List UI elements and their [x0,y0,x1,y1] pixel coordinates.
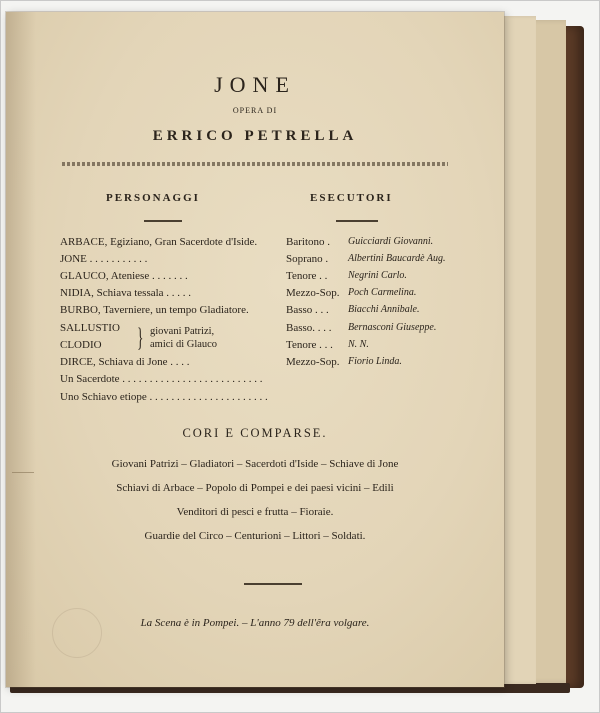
brace-symbol: } [137,323,144,352]
character-name: BURBO, Taverniere, un tempo Gladiatore. [60,304,249,316]
voice-type: Baritono . [286,236,330,248]
cast-row [60,287,470,303]
performer-name: Fiorio Linda. [348,356,402,367]
voice-type: Soprano . [286,253,329,265]
cori-line: Schiavi di Arbace – Popolo di Pompei e dei paesi vicini – Edili [116,482,394,494]
cast-row [60,339,470,355]
character-name: ARBACE, Egiziano, Gran Sacerdote d'Iside. [60,236,258,248]
cast-row [60,236,470,252]
voice-type: Basso . . . [286,304,329,316]
page-gutter-shadow [6,12,36,687]
character-name: SALLUSTIO [60,322,120,334]
brace-note-line: amici di Glauco [150,339,218,350]
performer-name: Guicciardi Giovanni. [348,236,434,247]
cast-row [60,391,470,407]
character-name: GLAUCO, Ateniese . . . . . . . [60,270,188,282]
cori-line: Guardie del Circo – Centurioni – Littori – Soldati. [144,530,366,542]
cast-row [60,253,470,269]
character-name: JONE . . . . . . . . . . . [60,253,148,265]
character-name: Uno Schiavo etiope . . . . . . . . . . . . . . . . . . . . . . [60,391,268,403]
cori-title: CORI E COMPARSE. [182,426,328,440]
scene-note: La Scena è in Pompei. – L'anno 79 dell'êra volgare. [140,617,370,629]
esecutori-rule [336,220,378,222]
cast-row [60,373,470,389]
composer-name: ERRICO PETRELLA [152,128,358,144]
cast-row [60,356,470,372]
book-page [6,12,504,687]
character-name: CLODIO [60,339,102,351]
esecutori-header: ESECUTORI [310,192,393,204]
cast-row [60,322,470,338]
cori-line: Giovani Patrizi – Gladiatori – Sacerdoti d'Iside – Schiave di Jone [111,458,399,470]
character-name: NIDIA, Schiava tessala . . . . . [60,287,192,299]
personaggi-header: PERSONAGGI [106,192,200,204]
performer-name: N. N. [348,339,369,350]
character-name: DIRCE, Schiava di Jone . . . . [60,356,190,368]
voice-type: Tenore . . . [286,339,333,351]
decorative-rule [62,162,448,166]
cast-row [60,270,470,286]
voice-type: Tenore . . [286,270,328,282]
cast-row [60,304,470,320]
performer-name: Negrini Carlo. [348,270,407,281]
opera-title: JONE [214,72,296,97]
library-stamp [52,608,102,658]
performer-name: Bernasconi Giuseppe. [348,322,437,333]
performer-name: Poch Carmelina. [348,287,417,298]
performer-name: Biacchi Annibale. [348,304,420,315]
character-name: Un Sacerdote . . . . . . . . . . . . . . . . . . . . . . . . . . [60,373,263,385]
cori-line: Venditori di pesci e frutta – Fioraie. [176,506,334,518]
brace-note-line: giovani Patrizi, [150,326,215,337]
voice-type: Mezzo-Sop. [286,356,340,368]
voice-type: Mezzo-Sop. [286,287,340,299]
personaggi-rule [144,220,182,222]
decorative-rule [244,583,302,585]
opera-subtitle: OPERA DI [232,106,278,115]
voice-type: Basso. . . . [286,322,332,334]
performer-name: Albertini Baucardè Aug. [348,253,446,264]
